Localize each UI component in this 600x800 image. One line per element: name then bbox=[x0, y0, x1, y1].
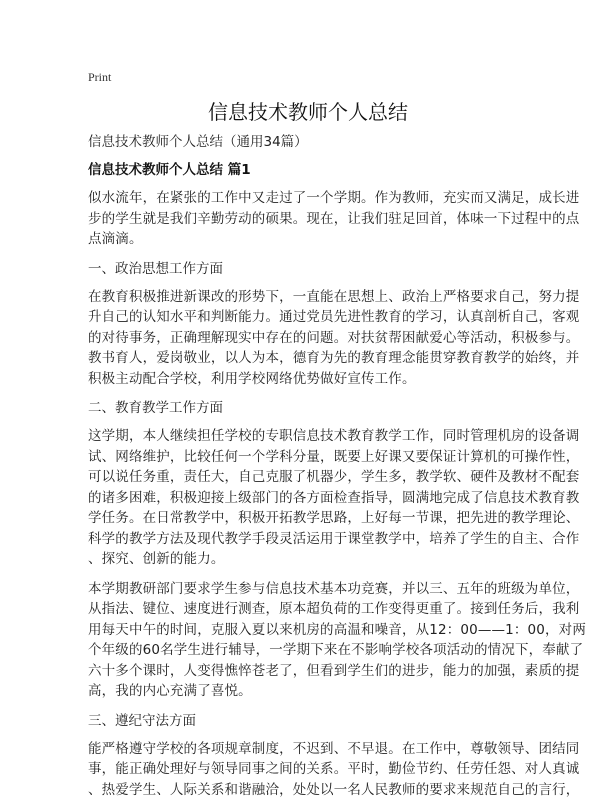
paragraph bbox=[88, 579, 528, 702]
page-title: 信息技术教师个人总结 bbox=[88, 98, 528, 126]
paragraph-line: 个年级的60名学生进行辅导，一学期下来在不影响学校各项活动的情况下，奉献了 bbox=[88, 640, 528, 661]
paragraph-line: 似水流年，在紧张的工作中又走过了一个学期。作为教师，充实而又满足，成长进 bbox=[88, 188, 528, 209]
paragraph-line: 、探究、创新的能力。 bbox=[88, 549, 528, 570]
paragraph-line: 教书育人，爱岗敬业，以人为本，德育为先的教育理念能贯穿教育教学的始终，并 bbox=[88, 348, 528, 369]
paragraph-line: 试、网络维护，比较任何一个学科分量，既要上好课又要保证计算机的可操作性， bbox=[88, 447, 528, 468]
section-heading: 三、遵纪守法方面 bbox=[88, 711, 528, 731]
document-page bbox=[88, 68, 528, 800]
article-heading: 信息技术教师个人总结 篇1 bbox=[88, 160, 528, 180]
paragraph-line: 学任务。在日常教学中，积极开拓教学思路，上好每一节课，把先进的教学理论、 bbox=[88, 508, 528, 529]
paragraph-line: 能严格遵守学校的各项规章制度，不迟到、不早退。在工作中，尊敬领导、团结同 bbox=[88, 739, 528, 760]
paragraph bbox=[88, 426, 528, 570]
paragraph-line: 步的学生就是我们辛勤劳动的硕果。现在，让我们驻足回首，体味一下过程中的点 bbox=[88, 209, 528, 230]
paragraph-line: 点滴滴。 bbox=[88, 229, 528, 250]
paragraph-line: 的对待事务，正确理解现实中存在的问题。对扶贫帮困献爱心等活动，积极参与。 bbox=[88, 328, 528, 349]
subtitle: 信息技术教师个人总结（通用34篇） bbox=[88, 132, 528, 152]
paragraph bbox=[88, 188, 528, 250]
paragraph-line: 积极主动配合学校，利用学校网络优势做好宣传工作。 bbox=[88, 369, 528, 390]
paragraph-line: 在教育积极推进新课改的形势下，一直能在思想上、政治上严格要求自己，努力提 bbox=[88, 287, 528, 308]
paragraph-line: 的诸多困难，积极迎接上级部门的各方面检查指导，圆满地完成了信息技术教育教 bbox=[88, 488, 528, 509]
paragraph-line: 这学期，本人继续担任学校的专职信息技术教育教学工作，同时管理机房的设备调 bbox=[88, 426, 528, 447]
paragraph bbox=[88, 739, 528, 800]
paragraph bbox=[88, 287, 528, 390]
section-heading: 二、教育教学工作方面 bbox=[88, 398, 528, 418]
paragraph-line: 、热爱学生、人际关系和谐融洽，处处以一名人民教师的要求来规范自己的言行， bbox=[88, 780, 528, 800]
paragraph-line: 六十多个课时，人变得憔悴苍老了，但看到学生们的进步，能力的加强，素质的提 bbox=[88, 661, 528, 682]
paragraph-line: 升自己的认知水平和判断能力。通过党员先进性教育的学习，认真剖析自己，客观 bbox=[88, 307, 528, 328]
paragraph-line: 高，我的内心充满了喜悦。 bbox=[88, 681, 528, 702]
print-link[interactable]: Print bbox=[88, 68, 528, 86]
paragraph-line: 事，能正确处理好与领导同事之间的关系。平时，勤俭节约、任劳任怨、对人真诚 bbox=[88, 759, 528, 780]
paragraph-line: 从指法、键位、速度进行测查，原本超负荷的工作变得更重了。接到任务后，我利 bbox=[88, 599, 528, 620]
paragraph-line: 本学期教研部门要求学生参与信息技术基本功竞赛，并以三、五年的班级为单位， bbox=[88, 579, 528, 600]
section-heading: 一、政治思想工作方面 bbox=[88, 259, 528, 279]
paragraph-line: 科学的教学方法及现代教学手段灵活运用于课堂教学中，培养了学生的自主、合作 bbox=[88, 529, 528, 550]
paragraph-line: 可以说任务重，责任大，自己克服了机器少，学生多，教学软、硬件及教材不配套 bbox=[88, 467, 528, 488]
paragraph-line: 用每天中午的时间，克服入夏以来机房的高温和噪音，从12：00——1：00，对两 bbox=[88, 620, 528, 641]
